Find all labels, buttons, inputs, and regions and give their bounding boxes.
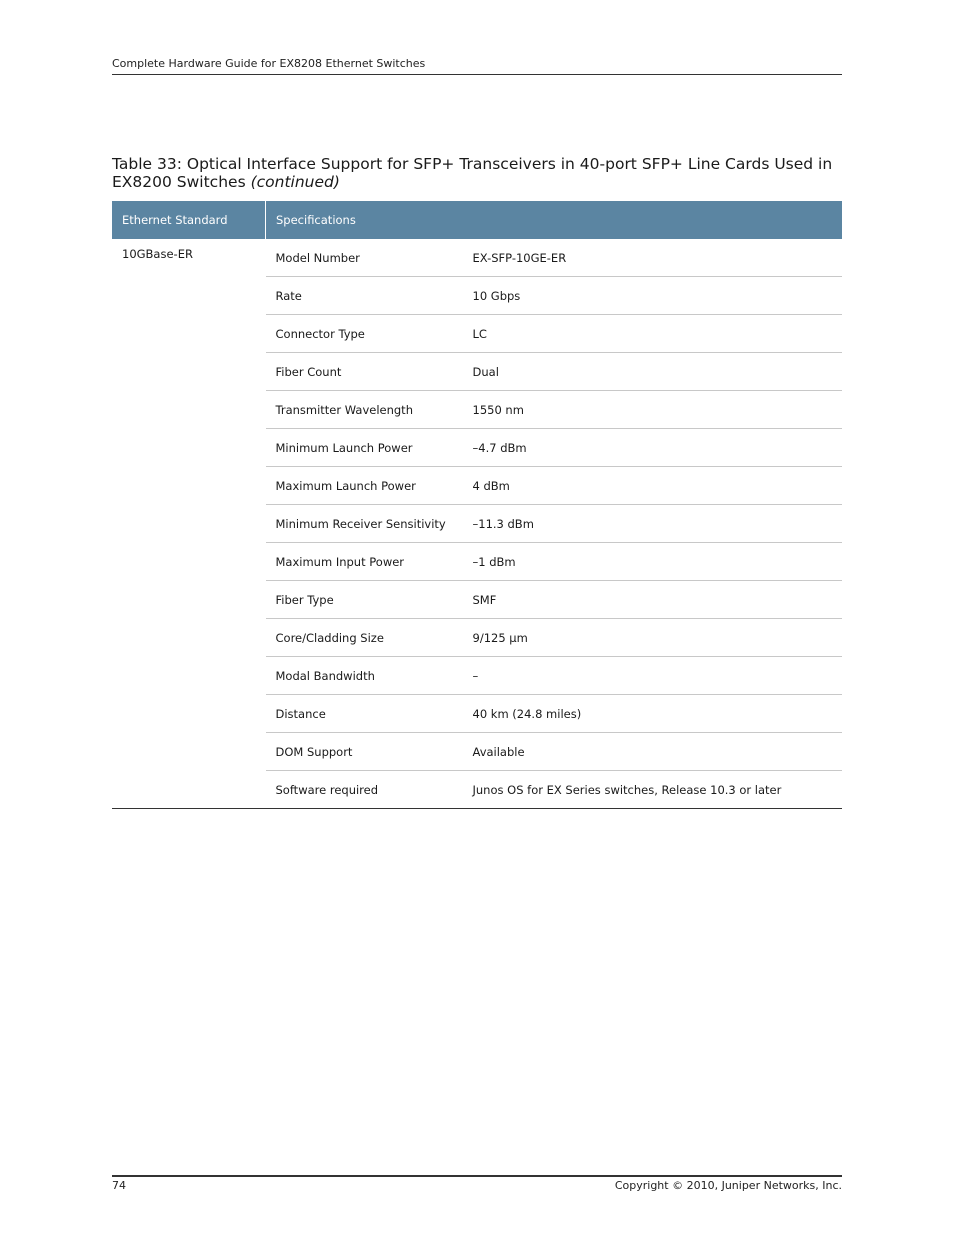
- running-header: Complete Hardware Guide for EX8208 Ethernet Switches: [112, 57, 842, 75]
- spec-label: Modal Bandwidth: [266, 657, 463, 695]
- spec-value: –1 dBm: [463, 543, 843, 581]
- spec-value: 4 dBm: [463, 467, 843, 505]
- spec-value: –11.3 dBm: [463, 505, 843, 543]
- column-header-specifications: Specifications: [266, 201, 843, 239]
- copyright-notice: Copyright © 2010, Juniper Networks, Inc.: [614, 1179, 842, 1192]
- spec-table: [112, 201, 842, 809]
- spec-label: Model Number: [266, 239, 463, 277]
- page-number: 74: [112, 1179, 126, 1192]
- spec-value: 40 km (24.8 miles): [463, 695, 843, 733]
- spec-label: Distance: [266, 695, 463, 733]
- table-title: [112, 155, 852, 191]
- spec-value: EX-SFP-10GE-ER: [463, 239, 843, 277]
- spec-value: 10 Gbps: [463, 277, 843, 315]
- table-header-row: [112, 201, 842, 239]
- spec-label: Connector Type: [266, 315, 463, 353]
- spec-label: Fiber Count: [266, 353, 463, 391]
- ethernet-standard-cell: 10GBase-ER: [112, 239, 266, 809]
- spec-label: Software required: [266, 771, 463, 809]
- spec-label: DOM Support: [266, 733, 463, 771]
- spec-value: Available: [463, 733, 843, 771]
- spec-label: Transmitter Wavelength: [266, 391, 463, 429]
- spec-value: –4.7 dBm: [463, 429, 843, 467]
- table-title-text: Table 33: Optical Interface Support for SFP+ Transceivers in 40-port SFP+ Line Cards Used in EX8200 Switches: [112, 155, 833, 191]
- spec-value: 9/125 µm: [463, 619, 843, 657]
- spec-label: Maximum Launch Power: [266, 467, 463, 505]
- spec-label: Rate: [266, 277, 463, 315]
- spec-value: LC: [463, 315, 843, 353]
- table-title-continued: (continued): [250, 173, 340, 191]
- spec-label: Core/Cladding Size: [266, 619, 463, 657]
- spec-label: Maximum Input Power: [266, 543, 463, 581]
- spec-value: SMF: [463, 581, 843, 619]
- spec-label: Fiber Type: [266, 581, 463, 619]
- spec-label: Minimum Launch Power: [266, 429, 463, 467]
- spec-label: Minimum Receiver Sensitivity: [266, 505, 463, 543]
- spec-value: Junos OS for EX Series switches, Release 10.3 or later: [463, 771, 843, 809]
- footer-rule: [112, 1175, 842, 1177]
- table-row: [112, 239, 842, 277]
- spec-value: Dual: [463, 353, 843, 391]
- column-header-ethernet-standard: Ethernet Standard: [112, 201, 266, 239]
- table-body: [112, 239, 842, 809]
- spec-value: –: [463, 657, 843, 695]
- spec-value: 1550 nm: [463, 391, 843, 429]
